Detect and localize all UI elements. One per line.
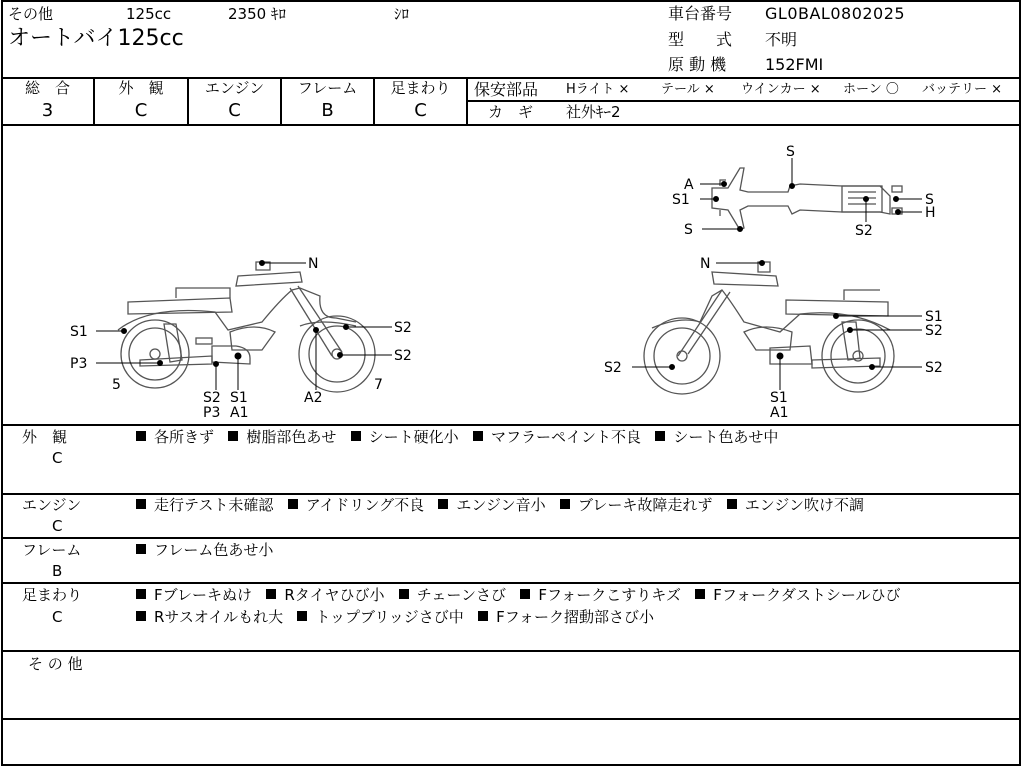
safety-item: ホーン 〇 (843, 82, 899, 97)
diagram-label: A (684, 177, 694, 193)
note-item: チェーンさび (416, 586, 507, 604)
diagram-label: S2 (604, 360, 622, 376)
note-item: Fフォークこすりキズ (538, 586, 681, 604)
suspension-notes-line2 (136, 610, 654, 625)
bullet-icon (351, 431, 361, 441)
diagram-label: A2 (304, 390, 323, 406)
divider (1, 650, 1021, 652)
bullet-icon (478, 611, 488, 621)
suspension-notes-line1 (136, 588, 901, 603)
section-title-other: そ の 他 (28, 655, 83, 673)
diagram-label: S1 (770, 390, 788, 406)
diagram-label: S2 (394, 320, 412, 336)
engine-value: 152FMI (765, 55, 824, 74)
bullet-icon (136, 544, 146, 554)
diagram-label: S2 (394, 348, 412, 364)
left-bike-drawing (118, 262, 375, 392)
bullet-icon (655, 431, 665, 441)
note-item: ブレーキ故障走れず (577, 496, 713, 514)
note-item: シート色あせ中 (673, 428, 779, 446)
section-title-frame: フレーム (22, 541, 82, 559)
note-item: アイドリング不良 (305, 496, 425, 514)
diagram-label: S1 (230, 390, 248, 406)
bullet-icon (136, 611, 146, 621)
diagram-label: S1 (672, 192, 690, 208)
section-title-exterior: 外 観 (22, 428, 68, 446)
bullet-icon (560, 499, 570, 509)
note-item: Fブレーキぬけ (154, 586, 253, 604)
type-value: 不明 (765, 30, 798, 49)
diagram-label: P3 (203, 405, 221, 421)
right-bike-drawing (644, 262, 894, 394)
grade-label: 足まわり (390, 79, 451, 97)
diagram-label: P3 (70, 356, 88, 372)
diagram-label: S1 (70, 324, 88, 340)
note-item: 各所きず (154, 428, 215, 446)
type-label: 型 式 (668, 30, 733, 49)
diagram-label: 5 (112, 377, 121, 393)
frame-no-label: 車台番号 (668, 4, 733, 23)
bullet-icon (520, 589, 530, 599)
note-item: 走行テスト未確認 (154, 496, 274, 514)
diagram-label: N (308, 256, 319, 272)
grade-label: フレーム (297, 79, 358, 97)
diagram-label: S2 (925, 360, 943, 376)
diagram-label: S2 (855, 223, 873, 239)
bullet-icon (136, 589, 146, 599)
diagram-label: S1 (925, 309, 943, 325)
category-text: その他 (8, 5, 54, 23)
grade-value: 3 (41, 100, 54, 121)
frame-notes (136, 543, 273, 558)
grade-value: B (321, 100, 334, 121)
bullet-icon (399, 589, 409, 599)
grade-value: C (228, 100, 241, 121)
section-title-suspension: 足まわり (22, 586, 83, 604)
diagram-label: S2 (925, 323, 943, 339)
bullet-icon (228, 431, 238, 441)
grade-value: C (134, 100, 148, 121)
grade-label: 外 観 (118, 79, 164, 97)
bullet-icon (473, 431, 483, 441)
note-item: Rサスオイルもれ大 (154, 608, 284, 626)
engine-label: 原 動 機 (668, 55, 727, 74)
top-view-drawing (712, 168, 902, 230)
note-item: エンジン音小 (456, 496, 546, 514)
diagram-label: H (925, 205, 936, 221)
displacement-text: 125cc (126, 5, 172, 23)
bullet-icon (727, 499, 737, 509)
note-item: マフラーペイント不良 (490, 428, 641, 446)
safety-item: バッテリー × (922, 82, 1003, 97)
diagram-label: S (925, 192, 934, 208)
section-grade-engine: C (52, 517, 63, 535)
bullet-icon (266, 589, 276, 599)
diagram-label: S (684, 222, 693, 238)
key-label: カ ギ (488, 103, 534, 121)
diagram-label: A1 (230, 405, 249, 421)
mileage-text: 2350 ｷﾛ (228, 5, 286, 23)
bullet-icon (438, 499, 448, 509)
diagram-label: N (700, 256, 711, 272)
grade-value: C (414, 100, 427, 121)
exterior-notes (136, 430, 778, 445)
note-item: エンジン吹け不調 (744, 496, 864, 514)
safety-label: 保安部品 (474, 80, 539, 99)
bullet-icon (136, 431, 146, 441)
grade-label: エンジン (204, 79, 265, 97)
bullet-icon (695, 589, 705, 599)
section-grade-frame: B (52, 562, 63, 580)
section-grade-exterior: C (52, 449, 63, 467)
note-item: シート硬化小 (368, 428, 459, 446)
key-value: 社外ｷｰ2 (566, 103, 621, 121)
color-text: ｼﾛ (394, 5, 410, 23)
safety-item: ウインカー × (741, 82, 821, 97)
bullet-icon (297, 611, 307, 621)
diagram-label: S2 (203, 390, 221, 406)
divider (1, 582, 1021, 584)
bullet-icon (288, 499, 298, 509)
divider (1, 537, 1021, 539)
engine-notes (136, 498, 864, 513)
section-grade-suspension: C (52, 608, 63, 626)
safety-item: テール × (661, 82, 715, 97)
note-item: 樹脂部色あせ (246, 428, 337, 446)
diagram-label: A1 (770, 405, 789, 421)
divider (1, 718, 1021, 720)
grade-label: 総 合 (24, 79, 70, 97)
note-item: Fフォークダストシールひび (713, 586, 901, 604)
diagram-label: 7 (374, 377, 383, 393)
frame-no-value: GL0BAL0802025 (765, 4, 906, 23)
note-item: Fフォーク摺動部さび小 (496, 608, 654, 626)
section-title-engine: エンジン (22, 496, 82, 514)
model-name: オートバイ125cc (8, 26, 184, 51)
note-item: フレーム色あせ小 (154, 541, 274, 559)
note-item: トップブリッジさび中 (315, 608, 464, 626)
divider (1, 493, 1021, 495)
note-item: Rタイヤひび小 (284, 586, 385, 604)
bullet-icon (136, 499, 146, 509)
safety-item: Hライト × (566, 82, 630, 97)
diagram-label: S (786, 144, 795, 160)
